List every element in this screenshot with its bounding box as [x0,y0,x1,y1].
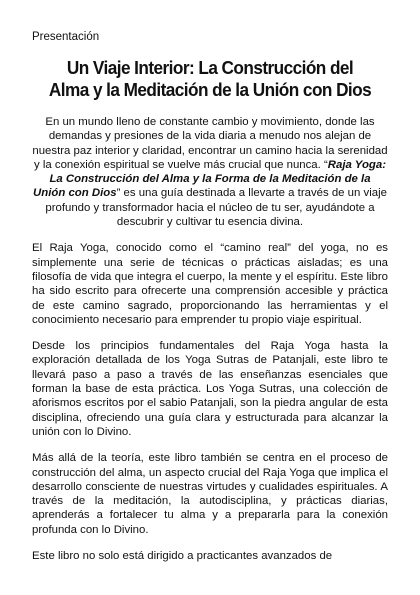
paragraph-audience: Este libro no solo está dirigido a practicantes avanzados de [32,550,333,563]
section-label: Presentación [32,31,100,43]
paragraph-yoga-sutras: Desde los principios fundamentales del Raja Yoga hasta la exploración detallada de los Yoga Sutras de Patanjali, este libro te llevará paso a paso a través de las enseñanzas esenciales que forman la base de esta práctica. Los Yoga Sutras, una colección de aforismos escritos por el sabio Patanjali, son la piedra angular de esta disciplina, ofreciendo una guía clara y estructurada para alcanzar la unión con lo Divino. [32,340,388,438]
paragraph-intro-end: ” es una guía destinada a llevarte a través de un viaje profundo y transformador hacia el núcleo de tu ser, ayudándote a descubrir y cultivar tu esencia divina. [45,187,387,229]
book-title: Raja Yoga: La Construcción del Alma y la Forma de la Meditación de la Unión con Dios [33,158,387,200]
document-title [44,57,375,101]
paragraph-soul-construction: Más allá de la teoría, este libro también se centra en el proceso de construcción del alma, un aspecto crucial del Raja Yoga que implica el desarrollo consciente de nuestras virtudes y cualidades espirituales. A través de la meditación, la autodisciplina, y prácticas diarias, aprenderás a fortalecer tu alma y a prepararla para la conexión profunda con lo Divino. [32,452,388,536]
paragraph-intro-start: En un mundo lleno de constante cambio y movimiento, donde las demandas y presiones de la vida diaria a menudo nos alejan de nuestra paz interior y claridad, encontrar un camino hacia la serenidad y la conexión espiritual se vuelve más crucial que nunca. “ [32,116,388,171]
title-line-2: Alma y la Meditación de la Unión con Dios [48,79,372,100]
title-line-1: Un Viaje Interior: La Construcción del [66,57,354,78]
paragraph-raja-yoga: El Raja Yoga, conocido como el “camino real” del yoga, no es simplemente una serie de técnicas o prácticas aisladas; es una filosofía de vida que integra el cuerpo, la mente y el espíritu. Este libro ha sido escrito para ofrecerte una comprensión accesible y práctica de este camino sagrado, proporcionando las herramientas y el conocimiento necesario para emprender tu propio viaje espiritual. [32,242,388,326]
paragraph-intro [32,115,388,229]
